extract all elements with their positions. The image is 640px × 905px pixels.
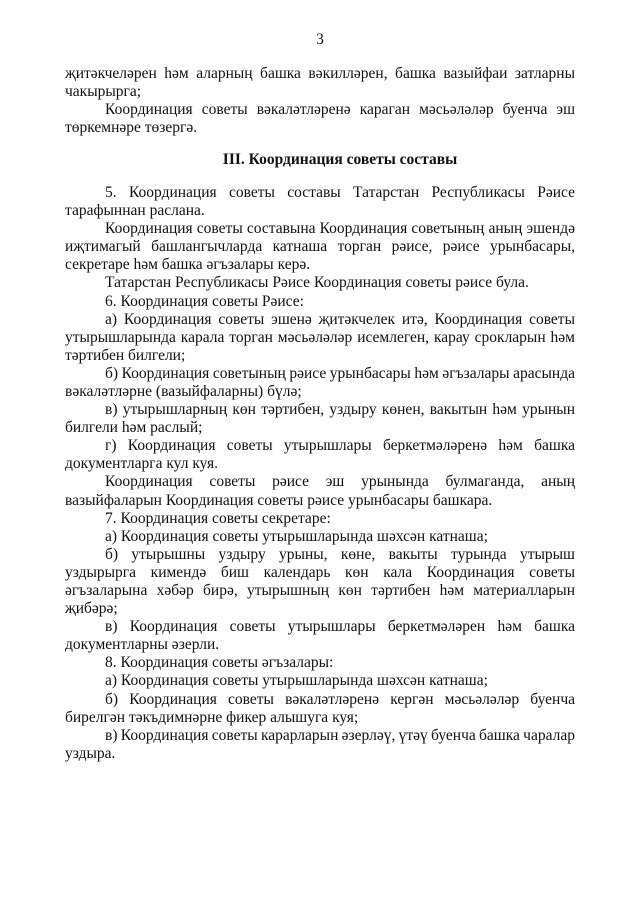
- list-item: [65, 691, 575, 727]
- text-line: Координация советы рәисе эш урынында булмаганда, аның: [105, 473, 575, 491]
- text-line: 5. Координация советы составы Татарстан Республикасы Рәисе: [105, 183, 575, 201]
- page-number: 3: [316, 31, 324, 48]
- text-line: а) Координация советы утырышларында шәхсән катнаша;: [105, 672, 488, 690]
- text-line: б) Координация советының рәисе урынбасары һәм әгъзалары арасында: [105, 364, 575, 382]
- text-line: б) Координация советы вәкаләтләренә кергән мәсьәләләр буенча: [105, 690, 575, 708]
- text-line: в) Координация советы карарларын әзерләү, үтәү буенча башка чаралар: [105, 726, 575, 744]
- text-line: җибәрә;: [65, 600, 118, 618]
- text-line: в) утырышларның көн тәртибен, уздыру көнен, вакытын һәм урынын: [105, 401, 575, 419]
- text-line: уздыра.: [65, 744, 116, 762]
- text-line: 7. Координация советы секретаре:: [105, 509, 331, 527]
- text-line: тарафыннан раслана.: [65, 202, 205, 220]
- list-item: [65, 618, 575, 654]
- list-item: [65, 437, 575, 473]
- text-line: Координация советы составына Координация советының аның эшендә: [105, 220, 575, 238]
- text-line: Татарстан Республикасы Рәисе Координация советы рәисе була.: [105, 274, 529, 292]
- paragraph: [65, 65, 575, 101]
- text-line: б) утырышны уздыру урыны, көне, вакыты турында утырыш: [105, 545, 575, 563]
- list-item: [65, 672, 575, 690]
- paragraph: [65, 101, 575, 137]
- paragraph: [65, 473, 575, 509]
- text-line: тәртибен билгели;: [65, 346, 186, 364]
- text-line: иҗтимагый башлангычларда катнаша торган рәисе, рәисе урынбасары,: [65, 238, 575, 256]
- document-body: [65, 65, 575, 763]
- paragraph: [65, 510, 575, 528]
- text-line: 6. Координация советы Рәисе:: [105, 292, 304, 310]
- text-line: 8. Координация советы әгъзалары:: [105, 654, 334, 672]
- section-heading: III. Координация советы составы: [222, 150, 458, 168]
- text-line: бирелгән тәкъдимнәрне фикер алышуга куя;: [65, 708, 359, 726]
- paragraph: [65, 220, 575, 274]
- text-line: секретаре һәм башка әгъзалары керә.: [65, 256, 311, 274]
- text-line: утырышларында карала торган мәсьәләләр исемлеген, карау срокларын һәм: [65, 328, 575, 346]
- list-item: [65, 311, 575, 365]
- text-line: төркемнәре төзергә.: [65, 119, 198, 137]
- text-line: җитәкчеләрен һәм аларның башка вәкилләрен, башка вазыйфаи затларны: [65, 65, 575, 82]
- list-item: [65, 365, 575, 401]
- list-item: [65, 401, 575, 437]
- text-line: уздырырга кимендә биш календарь көн кала Координация советы: [65, 563, 575, 581]
- text-line: вазыйфаларын Координация советы рәисе урынбасары башкара.: [65, 491, 493, 509]
- paragraph: [65, 654, 575, 672]
- list-item: [65, 546, 575, 618]
- list-item: [65, 727, 575, 763]
- list-item: [65, 528, 575, 546]
- text-line: чакырырга;: [65, 83, 142, 101]
- text-line: а) Координация советы утырышларында шәхсән катнаша;: [105, 527, 488, 545]
- text-line: документларны әзерли.: [65, 636, 220, 654]
- text-line: а) Координация советы эшенә җитәкчелек итә, Координация советы: [105, 310, 575, 328]
- text-line: Координация советы вәкаләтләренә караган мәсьәләләр буенча эш: [105, 101, 575, 119]
- text-line: г) Координация советы утырышлары беркетмәләренә һәм башка: [105, 437, 575, 455]
- text-line: документларга кул куя.: [65, 455, 219, 473]
- paragraph: [65, 293, 575, 311]
- text-line: в) Координация советы утырышлары беркетмәләрен һәм башка: [105, 618, 575, 636]
- paragraph: [65, 184, 575, 220]
- text-line: әгъзаларына хәбәр бирә, утырышның көн тәртибен һәм материалларын: [65, 582, 575, 600]
- paragraph: [65, 274, 575, 292]
- text-line: вәкаләтләрне (вазыйфаларны) бүлә;: [65, 382, 302, 400]
- text-line: билгели һәм раслый;: [65, 419, 203, 437]
